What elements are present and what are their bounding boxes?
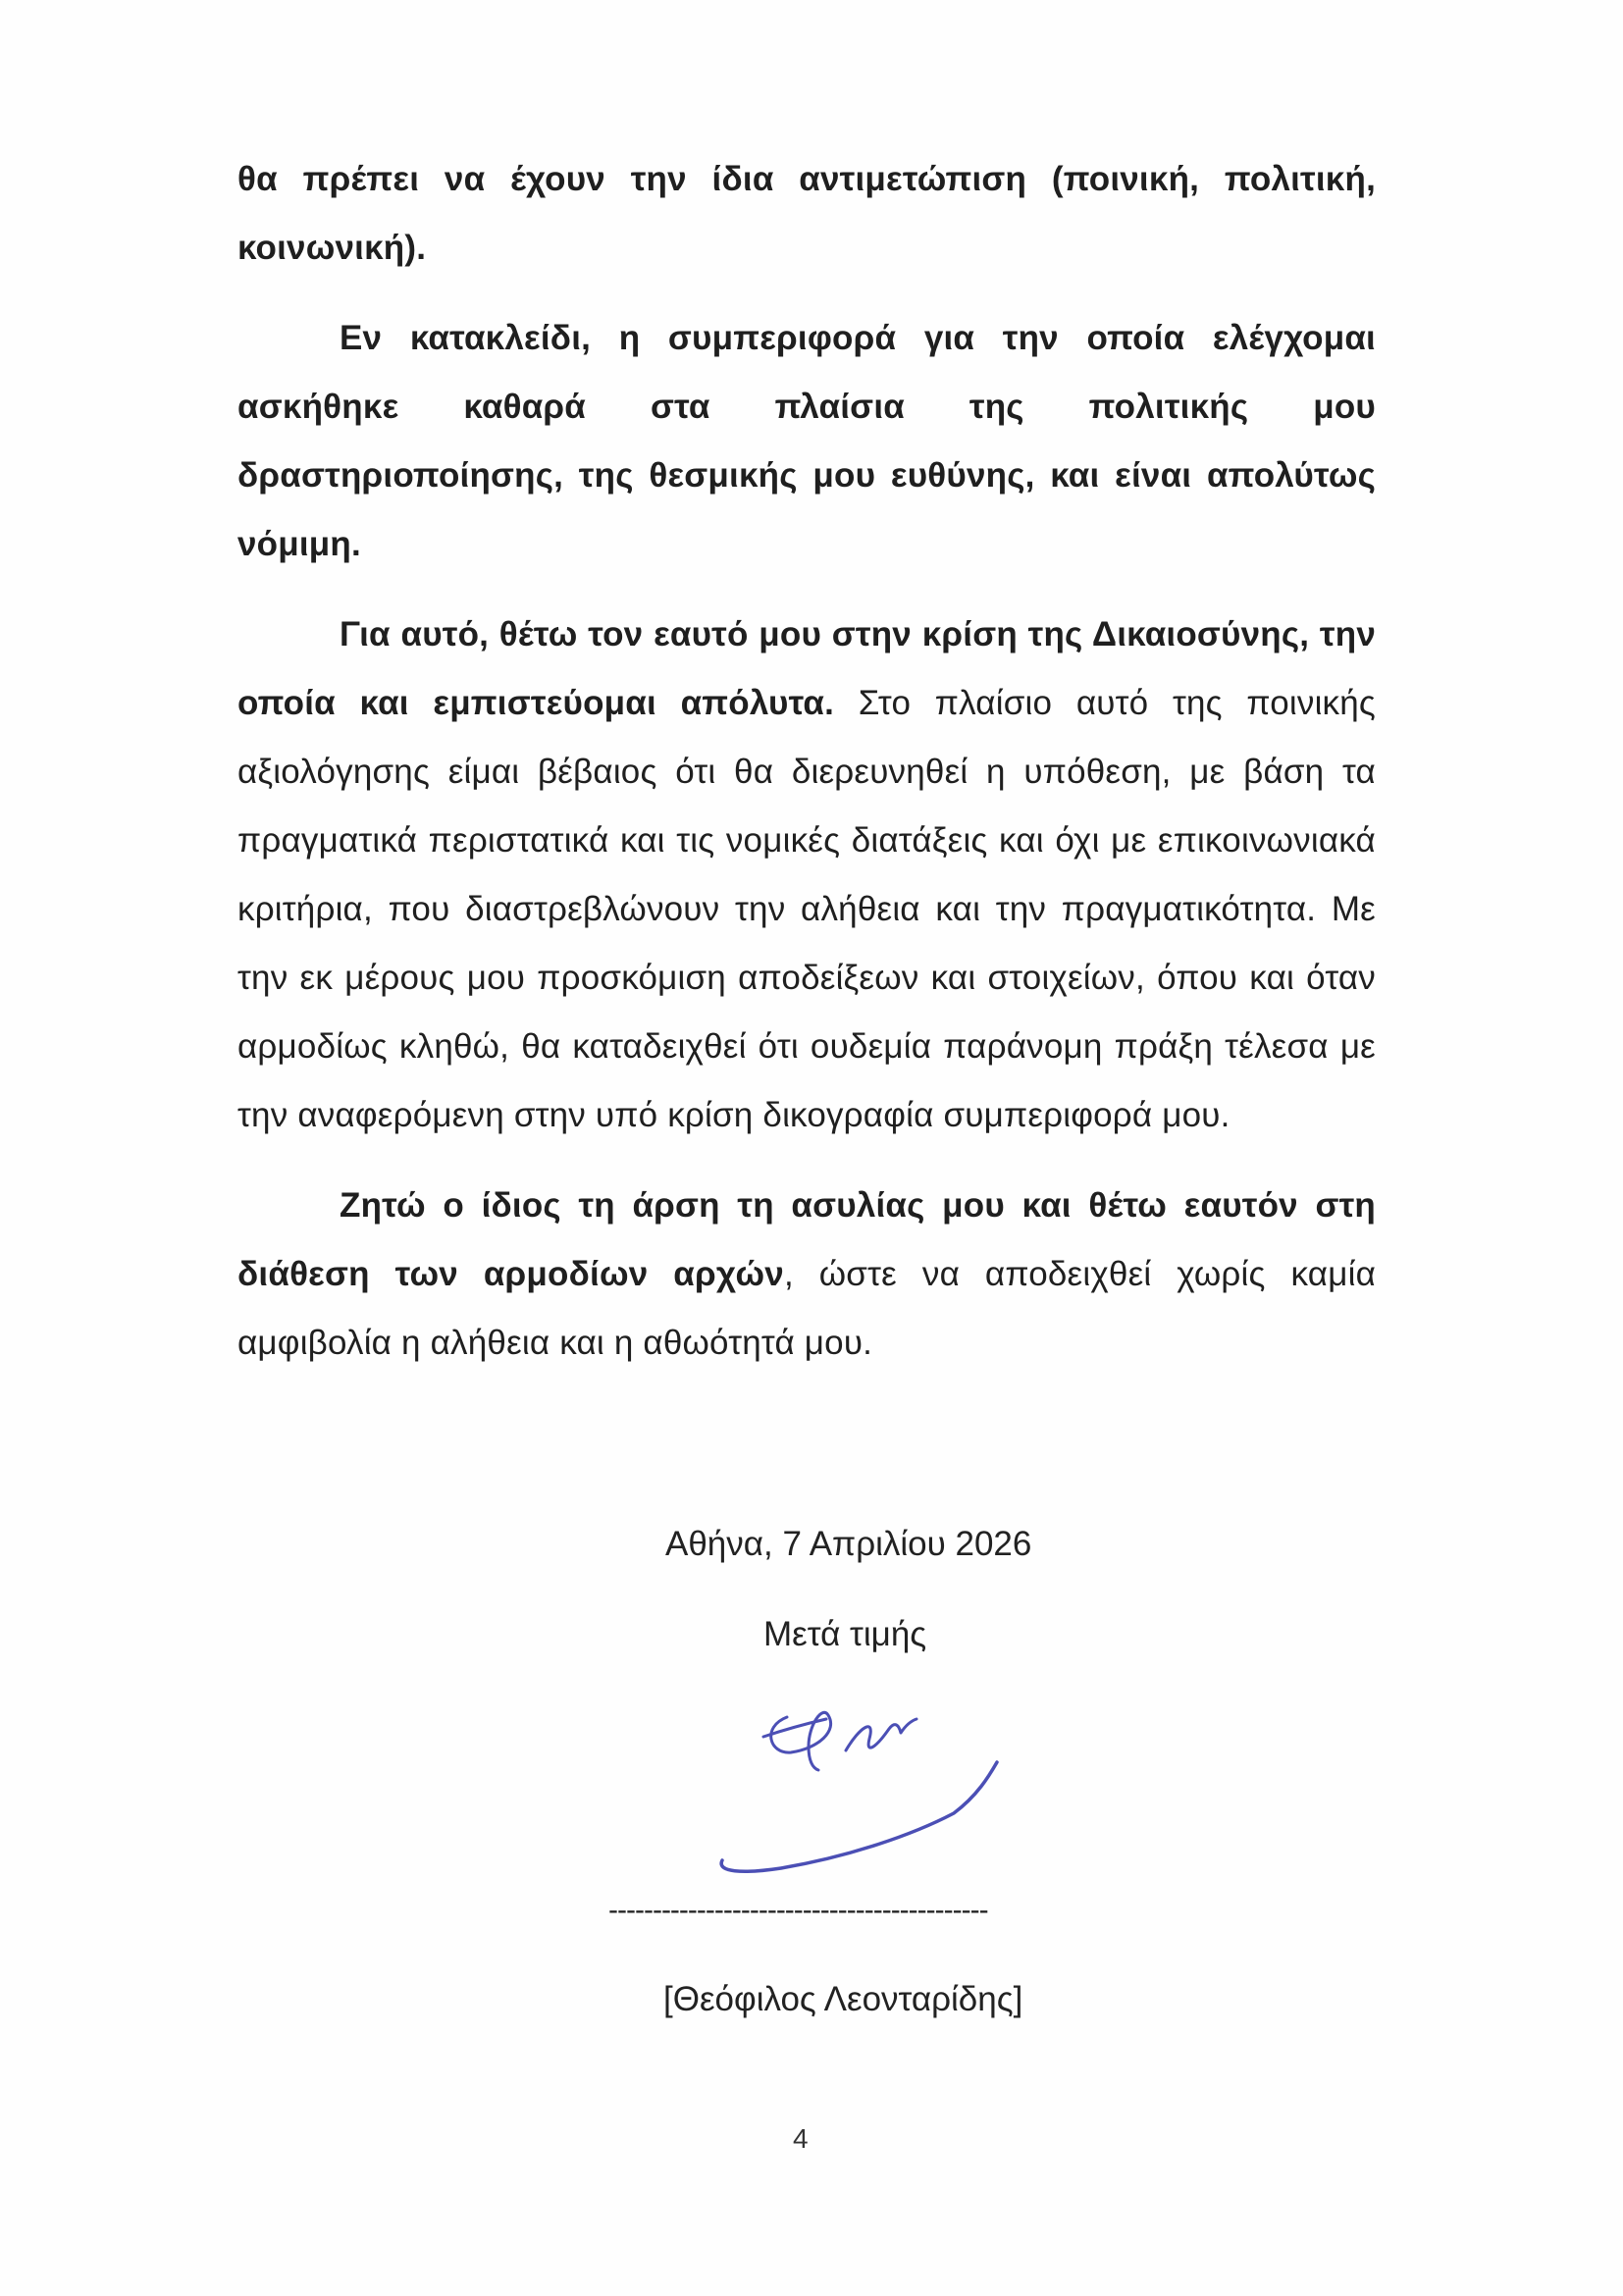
signature-stroke-right [846, 1719, 916, 1750]
signature-stroke-underline [721, 1762, 997, 1871]
paragraph-3 [237, 600, 1376, 1150]
place-date: Αθήνα, 7 Απριλίου 2026 [665, 1525, 1032, 1563]
paragraph-1 [237, 145, 1376, 283]
paragraph-4-run-2: , ώστε να αποδειχθεί χωρίς καμία αμφιβολία η αλήθεια και η αθωότητά μου. [237, 1255, 1376, 1362]
paragraph-3-run-1: Για αυτό, θέτω τον εαυτό μου στην κρίση της Δικαιοσύνης, την οποία και εμπιστεύομαι απόλυτα. [237, 615, 1376, 722]
body-text [237, 145, 1376, 1378]
paragraph-2 [237, 304, 1376, 579]
paragraph-2-run-1: Εν κατακλείδι, η συμπεριφορά για την οποία ελέγχομαι ασκήθηκε καθαρά στα πλαίσια της πολιτικής μου δραστηριοποίησης, της θεσμικής μου ευθύνης, και είναι απολύτως νόμιμη. [237, 319, 1376, 563]
signature-line: ------------------------------------------- [608, 1894, 988, 1926]
closing-formula: Μετά τιμής [763, 1615, 927, 1653]
paragraph-4-run-1: Ζητώ ο ίδιος τη άρση τη ασυλίας μου και θέτω εαυτόν στη διάθεση των αρμοδίων αρχών [237, 1186, 1376, 1293]
paragraph-4 [237, 1172, 1376, 1378]
handwritten-signature [703, 1668, 1115, 1884]
paragraph-1-run-1: θα πρέπει να έχουν την ίδια αντιμετώπιση (ποινική, πολιτική, κοινωνική). [237, 160, 1376, 267]
signer-name: [Θεόφιλος Λεονταρίδης] [663, 1980, 1023, 2018]
page-number: 4 [793, 2123, 809, 2154]
paragraph-3-run-2: Στο πλαίσιο αυτό της ποινικής αξιολόγησης είμαι βέβαιος ότι θα διερευνηθεί η υπόθεση, με βάση τα πραγματικά περιστατικά και τις νομικές διατάξεις και όχι με επικοινωνιακά κριτήρια, που διαστρεβλώνουν την αλήθεια και την πραγματικότητα. Με την εκ μέρους μου προσκόμιση αποδείξεων και στοιχείων, όπου και όταν αρμοδίως κληθώ, θα καταδειχθεί ότι ουδεμία παράνομη πράξη τέλεσα με την αναφερόμενη στην υπό κρίση δικογραφία συμπεριφορά μου. [237, 684, 1376, 1134]
